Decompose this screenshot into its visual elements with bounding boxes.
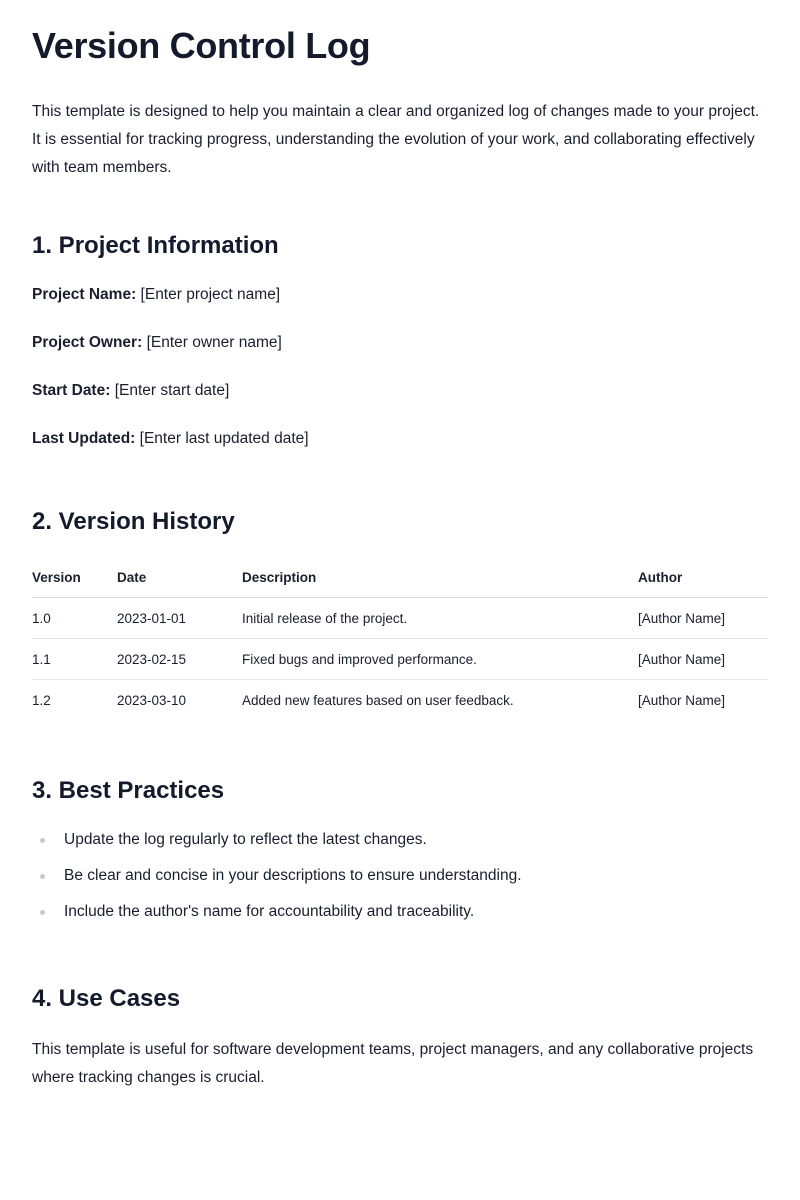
last-updated-line (32, 429, 768, 449)
list-item-text: Include the author's name for accountability and traceability. (64, 903, 475, 920)
date-cell: 2023-02-15 (117, 639, 242, 680)
table-header-row (32, 557, 768, 598)
project-name-line (32, 285, 768, 305)
table-row (32, 598, 768, 639)
intro-paragraph: This template is designed to help you maintain a clear and organized log of changes made to your project. It is essential for tracking progress, understanding the evolution of your work, and collaborating effectively with team members. (32, 103, 760, 176)
author-cell: [Author Name] (638, 639, 768, 680)
start-date-value: [Enter start date] (114, 382, 230, 399)
version-history-section (32, 507, 768, 720)
version-history-heading: 2. Version History (32, 508, 235, 535)
description-cell: Fixed bugs and improved performance. (242, 639, 638, 680)
column-header-author: Author (638, 557, 768, 598)
bullet-icon (40, 838, 45, 843)
project-information-section (32, 231, 768, 449)
use-cases-section (32, 984, 768, 1092)
date-cell: 2023-01-01 (117, 598, 242, 639)
version-cell: 1.0 (32, 598, 117, 639)
version-history-table (32, 557, 768, 720)
author-cell: [Author Name] (638, 598, 768, 639)
list-item-text: Update the log regularly to reflect the latest changes. (64, 831, 427, 848)
list-item (32, 830, 768, 850)
project-owner-label: Project Owner: (32, 334, 143, 351)
bullet-icon (40, 910, 45, 915)
author-cell: [Author Name] (638, 692, 726, 708)
project-name-value: [Enter project name] (140, 286, 281, 303)
best-practices-heading: 3. Best Practices (32, 777, 225, 804)
use-cases-heading: 4. Use Cases (32, 985, 181, 1012)
project-owner-value: [Enter owner name] (146, 334, 282, 351)
start-date-line (32, 381, 768, 401)
bullet-icon (40, 874, 45, 879)
list-item (32, 902, 768, 922)
column-header-date: Date (117, 557, 242, 598)
table-row (32, 680, 768, 721)
version-cell: 1.2 (32, 692, 51, 708)
column-header-version: Version (32, 557, 117, 598)
column-header-description: Description (242, 557, 638, 598)
last-updated-value: [Enter last updated date] (139, 430, 309, 447)
use-cases-paragraph: This template is useful for software development teams, project managers, and any collaborative projects where tracking changes is crucial. (32, 1041, 754, 1086)
table-row (32, 639, 768, 680)
version-cell: 1.1 (32, 639, 117, 680)
date-cell: 2023-03-10 (117, 692, 187, 708)
project-information-heading: 1. Project Information (32, 232, 279, 259)
description-cell: Initial release of the project. (242, 598, 638, 639)
start-date-label: Start Date: (32, 382, 111, 399)
page-title: Version Control Log (32, 25, 371, 66)
list-item (32, 866, 768, 886)
list-item-text: Be clear and concise in your descriptions to ensure understanding. (64, 867, 522, 884)
project-name-label: Project Name: (32, 286, 137, 303)
best-practices-list (32, 830, 768, 922)
last-updated-label: Last Updated: (32, 430, 136, 447)
project-owner-line (32, 333, 768, 353)
description-cell: Added new features based on user feedback. (242, 692, 514, 708)
best-practices-section (32, 776, 768, 922)
